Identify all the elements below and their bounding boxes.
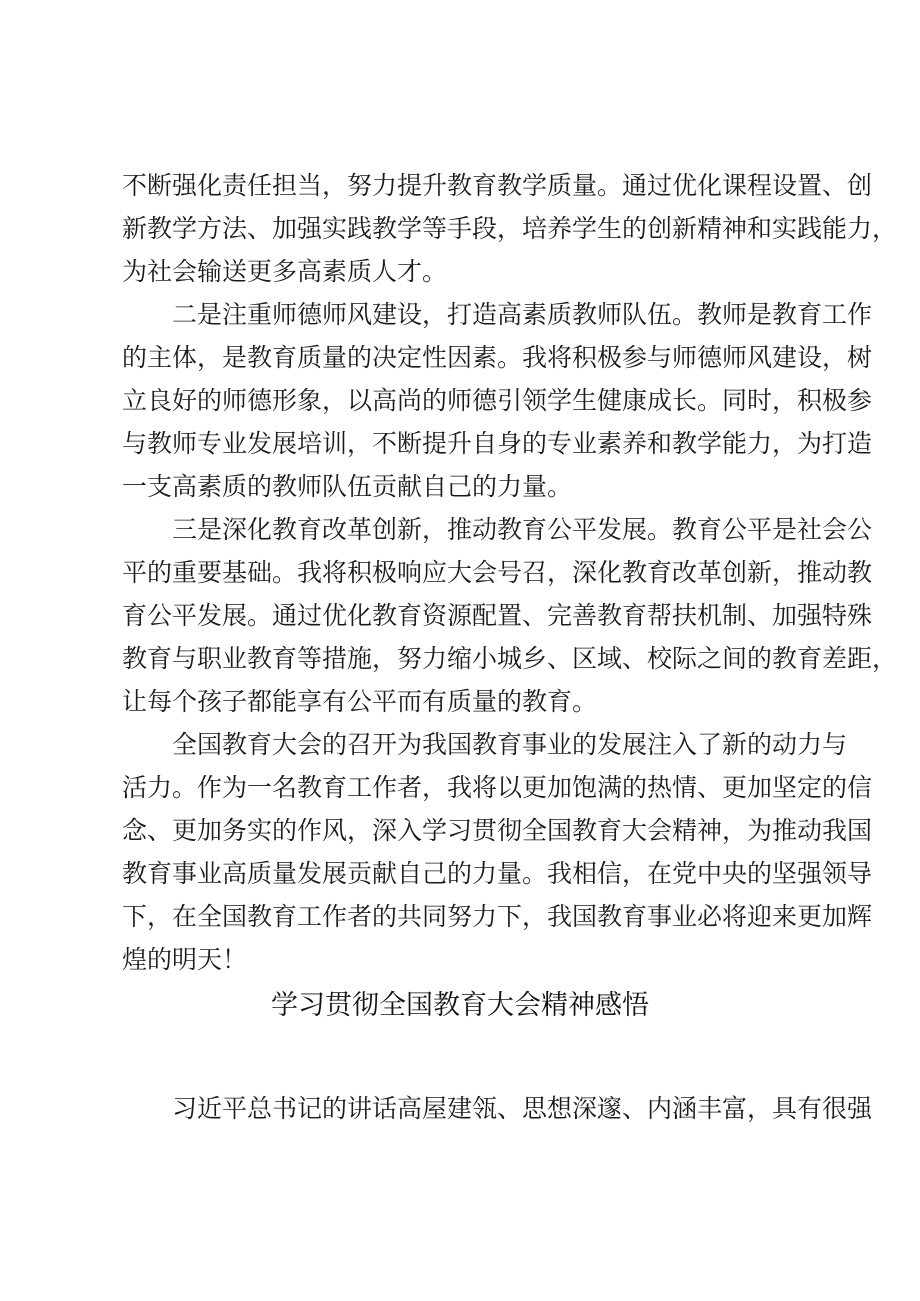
text-line: 二是注重师德师风建设，打造高素质教师队伍。教师是教育工作	[172, 300, 873, 329]
section-title: 学习贯彻全国教育大会精神感悟	[271, 990, 649, 1021]
text-line: 的主体，是教育质量的决定性因素。我将积极参与师德师风建设，树	[122, 343, 873, 372]
text-line: 新教学方法、加强实践教学等手段，培养学生的创新精神和实践能力，	[122, 214, 898, 243]
text-line: 全国教育大会的召开为我国教育事业的发展注入了新的动力与	[172, 730, 848, 759]
section-intro-line: 习近平总书记的讲话高屋建瓴、思想深邃、内涵丰富，具有很强	[172, 1094, 873, 1123]
text-line: 教育与职业教育等措施，努力缩小城乡、区域、校际之间的教育差距，	[122, 644, 898, 673]
text-line: 让每个孩子都能享有公平而有质量的教育。	[122, 687, 598, 716]
text-line: 煌的明天！	[122, 945, 248, 974]
text-line: 念、更加务实的作风，深入学习贯彻全国教育大会精神，为推动我国	[122, 816, 873, 845]
text-line: 下，在全国教育工作者的共同努力下，我国教育事业必将迎来更加辉	[122, 902, 873, 931]
text-line: 一支高素质的教师队伍贡献自己的力量。	[122, 472, 573, 501]
text-line: 育公平发展。通过优化教育资源配置、完善教育帮扶机制、加强特殊	[122, 601, 873, 630]
text-line: 三是深化教育改革创新，推动教育公平发展。教育公平是社会公	[172, 515, 873, 544]
text-line: 教育事业高质量发展贡献自己的力量。我相信，在党中央的坚强领导	[122, 859, 873, 888]
text-line: 立良好的师德形象，以高尚的师德引领学生健康成长。同时，积极参	[122, 386, 873, 415]
text-line: 不断强化责任担当，努力提升教育教学质量。通过优化课程设置、创	[122, 171, 873, 200]
text-line: 为社会输送更多高素质人才。	[122, 257, 448, 286]
text-line: 平的重要基础。我将积极响应大会号召，深化教育改革创新，推动教	[122, 558, 873, 587]
text-line: 与教师专业发展培训，不断提升自身的专业素养和教学能力，为打造	[122, 429, 873, 458]
text-line: 活力。作为一名教育工作者，我将以更加饱满的热情、更加坚定的信	[122, 773, 873, 802]
